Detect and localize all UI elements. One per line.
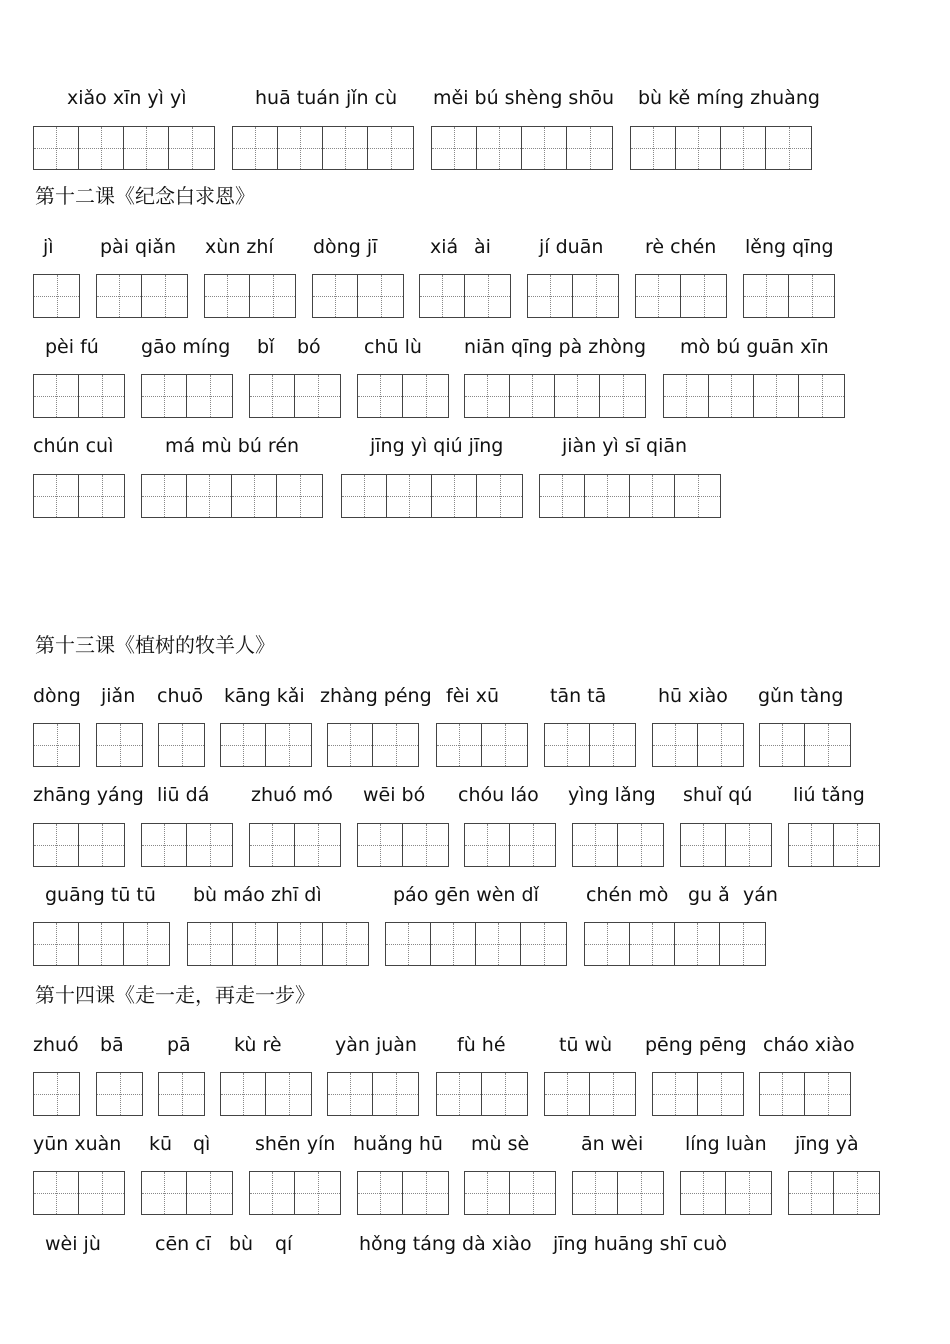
writing-grid[interactable] bbox=[436, 723, 528, 767]
writing-cell[interactable] bbox=[250, 275, 295, 317]
writing-cell[interactable] bbox=[403, 375, 448, 417]
pinyin-word: xiǎo xīn yì yì bbox=[67, 87, 187, 109]
writing-grid[interactable] bbox=[33, 126, 215, 170]
writing-cell[interactable] bbox=[653, 1073, 698, 1115]
writing-grid[interactable] bbox=[141, 823, 233, 867]
writing-cell[interactable] bbox=[698, 724, 743, 766]
writing-grid[interactable] bbox=[680, 1171, 772, 1215]
pinyin-word: bù bbox=[229, 1233, 254, 1255]
writing-cell[interactable] bbox=[437, 724, 482, 766]
writing-cell[interactable] bbox=[540, 475, 585, 517]
writing-cell[interactable] bbox=[510, 375, 555, 417]
pinyin-word: hǒng táng dà xiào bbox=[359, 1233, 532, 1255]
writing-cell[interactable] bbox=[720, 923, 765, 965]
pinyin-word: bù máo zhī dì bbox=[193, 884, 322, 906]
writing-cell[interactable] bbox=[97, 275, 142, 317]
writing-grid[interactable] bbox=[33, 1072, 80, 1116]
writing-cell[interactable] bbox=[250, 1172, 295, 1214]
writing-cell[interactable] bbox=[482, 1073, 527, 1115]
writing-cell[interactable] bbox=[328, 724, 373, 766]
writing-cell[interactable] bbox=[295, 824, 340, 866]
writing-cell[interactable] bbox=[664, 375, 709, 417]
writing-grid[interactable] bbox=[204, 274, 296, 318]
pinyin-word: zhuó bbox=[33, 1034, 79, 1056]
writing-grid[interactable] bbox=[788, 1171, 880, 1215]
writing-cell[interactable] bbox=[681, 275, 726, 317]
writing-cell[interactable] bbox=[630, 923, 675, 965]
writing-cell[interactable] bbox=[420, 275, 465, 317]
writing-grid[interactable] bbox=[464, 823, 556, 867]
writing-grid[interactable] bbox=[249, 823, 341, 867]
writing-grid[interactable] bbox=[431, 126, 613, 170]
pinyin-word: jì bbox=[43, 236, 54, 258]
pinyin-word: bù kě míng zhuàng bbox=[638, 87, 820, 109]
writing-grid[interactable] bbox=[572, 823, 664, 867]
pinyin-word: liū dá bbox=[157, 784, 210, 806]
pinyin-word: shēn yín bbox=[255, 1133, 336, 1155]
pinyin-word: cháo xiào bbox=[763, 1034, 855, 1056]
pinyin-word: wèi jù bbox=[45, 1233, 101, 1255]
writing-cell[interactable] bbox=[522, 127, 567, 169]
pinyin-word: páo gēn wèn dǐ bbox=[393, 884, 539, 906]
lesson-heading: 第十二课《纪念白求恩》 bbox=[35, 184, 255, 208]
writing-grid[interactable] bbox=[249, 1171, 341, 1215]
writing-cell[interactable] bbox=[232, 475, 277, 517]
pinyin-word: tān tā bbox=[550, 685, 607, 707]
writing-grid[interactable] bbox=[759, 723, 851, 767]
writing-cell[interactable] bbox=[233, 923, 278, 965]
pinyin-word: jīng yà bbox=[795, 1133, 859, 1155]
writing-cell[interactable] bbox=[465, 275, 510, 317]
pinyin-word: chén mò bbox=[586, 884, 669, 906]
pinyin-word: jīng yì qiú jīng bbox=[370, 435, 504, 457]
pinyin-word: rè chén bbox=[645, 236, 717, 258]
pinyin-word: pài qiǎn bbox=[100, 236, 177, 258]
writing-cell[interactable] bbox=[465, 1172, 510, 1214]
writing-cell[interactable] bbox=[618, 1172, 663, 1214]
writing-grid[interactable] bbox=[436, 1072, 528, 1116]
pinyin-word: chuō bbox=[157, 685, 204, 707]
pinyin-word: lěng qīng bbox=[745, 236, 834, 258]
writing-cell[interactable] bbox=[590, 1073, 635, 1115]
writing-cell[interactable] bbox=[368, 127, 413, 169]
writing-cell[interactable] bbox=[79, 1172, 124, 1214]
writing-cell[interactable] bbox=[721, 127, 766, 169]
writing-cell[interactable] bbox=[323, 923, 368, 965]
writing-cell[interactable] bbox=[79, 127, 124, 169]
writing-cell[interactable] bbox=[465, 824, 510, 866]
writing-cell[interactable] bbox=[278, 127, 323, 169]
pinyin-word: gu ǎ bbox=[688, 884, 730, 906]
pinyin-word: mù sè bbox=[471, 1133, 530, 1155]
writing-cell[interactable] bbox=[754, 375, 799, 417]
writing-cell[interactable] bbox=[465, 375, 510, 417]
writing-grid[interactable] bbox=[96, 274, 188, 318]
writing-cell[interactable] bbox=[744, 275, 789, 317]
writing-grid[interactable] bbox=[544, 1072, 636, 1116]
writing-cell[interactable] bbox=[432, 475, 477, 517]
writing-grid[interactable] bbox=[33, 1171, 125, 1215]
pinyin-word: dòng bbox=[33, 685, 81, 707]
writing-cell[interactable] bbox=[528, 275, 573, 317]
writing-cell[interactable] bbox=[373, 724, 418, 766]
writing-grid[interactable] bbox=[141, 1171, 233, 1215]
writing-cell[interactable] bbox=[187, 475, 232, 517]
writing-cell[interactable] bbox=[34, 923, 79, 965]
writing-cell[interactable] bbox=[805, 1073, 850, 1115]
pinyin-word: pēng pēng bbox=[645, 1034, 747, 1056]
writing-cell[interactable] bbox=[521, 923, 566, 965]
writing-cell[interactable] bbox=[34, 724, 79, 766]
writing-grid[interactable] bbox=[584, 922, 766, 966]
writing-cell[interactable] bbox=[681, 1172, 726, 1214]
writing-grid[interactable] bbox=[312, 274, 404, 318]
writing-grid[interactable] bbox=[544, 723, 636, 767]
writing-cell[interactable] bbox=[34, 824, 79, 866]
writing-grid[interactable] bbox=[33, 374, 125, 418]
pinyin-word: zhāng yáng bbox=[33, 784, 144, 806]
pinyin-word: chóu láo bbox=[458, 784, 539, 806]
pinyin-word: jiàn yì sī qiān bbox=[562, 435, 688, 457]
writing-grid[interactable] bbox=[33, 922, 170, 966]
writing-cell[interactable] bbox=[250, 375, 295, 417]
writing-grid[interactable] bbox=[385, 922, 567, 966]
writing-cell[interactable] bbox=[187, 824, 232, 866]
writing-cell[interactable] bbox=[709, 375, 754, 417]
writing-grid[interactable] bbox=[158, 1072, 205, 1116]
writing-grid[interactable] bbox=[141, 474, 323, 518]
writing-cell[interactable] bbox=[726, 1172, 771, 1214]
writing-cell[interactable] bbox=[266, 1073, 311, 1115]
writing-cell[interactable] bbox=[342, 475, 387, 517]
writing-cell[interactable] bbox=[675, 923, 720, 965]
writing-cell[interactable] bbox=[34, 1172, 79, 1214]
writing-cell[interactable] bbox=[805, 724, 850, 766]
writing-cell[interactable] bbox=[834, 824, 879, 866]
writing-grid[interactable] bbox=[357, 374, 449, 418]
writing-grid[interactable] bbox=[464, 374, 646, 418]
writing-grid[interactable] bbox=[635, 274, 727, 318]
pinyin-word: qí bbox=[275, 1233, 293, 1255]
writing-grid[interactable] bbox=[357, 823, 449, 867]
writing-grid[interactable] bbox=[630, 126, 812, 170]
pinyin-word: huǎng hū bbox=[353, 1133, 443, 1155]
writing-cell[interactable] bbox=[79, 923, 124, 965]
writing-cell[interactable] bbox=[432, 127, 477, 169]
writing-cell[interactable] bbox=[585, 923, 630, 965]
pinyin-word: pèi fú bbox=[45, 336, 99, 358]
writing-cell[interactable] bbox=[476, 923, 521, 965]
pinyin-word: mò bú guān xīn bbox=[680, 336, 829, 358]
pinyin-word: shuǐ qú bbox=[683, 784, 753, 806]
pinyin-word: dòng jī bbox=[313, 236, 378, 258]
writing-cell[interactable] bbox=[545, 1073, 590, 1115]
pinyin-word: ài bbox=[474, 236, 491, 258]
pinyin-word: gǔn tàng bbox=[758, 685, 844, 707]
writing-grid[interactable] bbox=[187, 922, 369, 966]
writing-cell[interactable] bbox=[79, 475, 124, 517]
writing-cell[interactable] bbox=[159, 1073, 204, 1115]
writing-cell[interactable] bbox=[760, 1073, 805, 1115]
writing-grid[interactable] bbox=[652, 1072, 744, 1116]
writing-cell[interactable] bbox=[573, 275, 618, 317]
writing-grid[interactable] bbox=[158, 723, 205, 767]
writing-grid[interactable] bbox=[96, 1072, 143, 1116]
pinyin-word: ān wèi bbox=[581, 1133, 644, 1155]
writing-grid[interactable] bbox=[341, 474, 523, 518]
writing-cell[interactable] bbox=[789, 1172, 834, 1214]
writing-grid[interactable] bbox=[33, 823, 125, 867]
writing-cell[interactable] bbox=[34, 127, 79, 169]
writing-cell[interactable] bbox=[477, 127, 522, 169]
writing-cell[interactable] bbox=[233, 127, 278, 169]
writing-cell[interactable] bbox=[600, 375, 645, 417]
writing-cell[interactable] bbox=[567, 127, 612, 169]
writing-grid[interactable] bbox=[220, 723, 312, 767]
pinyin-word: xiá bbox=[430, 236, 459, 258]
writing-cell[interactable] bbox=[221, 724, 266, 766]
pinyin-word: yán bbox=[743, 884, 778, 906]
writing-grid[interactable] bbox=[464, 1171, 556, 1215]
writing-cell[interactable] bbox=[295, 1172, 340, 1214]
pinyin-word: hū xiào bbox=[658, 685, 728, 707]
writing-cell[interactable] bbox=[555, 375, 600, 417]
writing-grid[interactable] bbox=[33, 274, 80, 318]
pinyin-word: tū wù bbox=[559, 1034, 613, 1056]
writing-grid[interactable] bbox=[759, 1072, 851, 1116]
writing-cell[interactable] bbox=[358, 824, 403, 866]
writing-cell[interactable] bbox=[403, 1172, 448, 1214]
pinyin-word: yūn xuàn bbox=[33, 1133, 122, 1155]
writing-grid[interactable] bbox=[357, 1171, 449, 1215]
writing-cell[interactable] bbox=[477, 475, 522, 517]
writing-grid[interactable] bbox=[572, 1171, 664, 1215]
pinyin-word: xùn zhí bbox=[205, 236, 274, 258]
writing-cell[interactable] bbox=[124, 923, 169, 965]
writing-grid[interactable] bbox=[663, 374, 845, 418]
pinyin-word: chún cuì bbox=[33, 435, 114, 457]
pinyin-word: gāo míng bbox=[141, 336, 231, 358]
pinyin-word: zhàng péng bbox=[320, 685, 432, 707]
writing-cell[interactable] bbox=[124, 127, 169, 169]
writing-grid[interactable] bbox=[680, 823, 772, 867]
writing-grid[interactable] bbox=[220, 1072, 312, 1116]
writing-cell[interactable] bbox=[726, 824, 771, 866]
writing-grid[interactable] bbox=[96, 723, 143, 767]
writing-cell[interactable] bbox=[653, 724, 698, 766]
writing-cell[interactable] bbox=[313, 275, 358, 317]
pinyin-word: cēn cī bbox=[155, 1233, 211, 1255]
writing-cell[interactable] bbox=[328, 1073, 373, 1115]
writing-cell[interactable] bbox=[187, 375, 232, 417]
pinyin-word: bā bbox=[100, 1034, 124, 1056]
writing-cell[interactable] bbox=[573, 1172, 618, 1214]
pinyin-word: yàn juàn bbox=[335, 1034, 417, 1056]
pinyin-word: jiǎn bbox=[101, 685, 136, 707]
pinyin-word: niān qīng pà zhòng bbox=[464, 336, 647, 358]
writing-cell[interactable] bbox=[482, 724, 527, 766]
pinyin-word: pā bbox=[167, 1034, 191, 1056]
pinyin-word: kāng kǎi bbox=[224, 685, 305, 707]
writing-cell[interactable] bbox=[675, 475, 720, 517]
writing-grid[interactable] bbox=[327, 1072, 419, 1116]
writing-cell[interactable] bbox=[766, 127, 811, 169]
writing-cell[interactable] bbox=[295, 375, 340, 417]
writing-grid[interactable] bbox=[419, 274, 511, 318]
pinyin-word: guāng tū tū bbox=[45, 884, 156, 906]
writing-cell[interactable] bbox=[159, 724, 204, 766]
writing-grid[interactable] bbox=[652, 723, 744, 767]
writing-cell[interactable] bbox=[250, 824, 295, 866]
writing-cell[interactable] bbox=[323, 127, 368, 169]
pinyin-word: zhuó mó bbox=[251, 784, 333, 806]
pinyin-word: chū lù bbox=[364, 336, 422, 358]
writing-cell[interactable] bbox=[142, 475, 187, 517]
pinyin-word: jīng huāng shī cuò bbox=[553, 1233, 727, 1255]
writing-cell[interactable] bbox=[387, 475, 432, 517]
writing-grid[interactable] bbox=[232, 126, 414, 170]
writing-cell[interactable] bbox=[97, 1073, 142, 1115]
writing-cell[interactable] bbox=[698, 1073, 743, 1115]
writing-cell[interactable] bbox=[631, 127, 676, 169]
writing-grid[interactable] bbox=[33, 723, 80, 767]
writing-cell[interactable] bbox=[636, 275, 681, 317]
writing-cell[interactable] bbox=[590, 724, 635, 766]
writing-cell[interactable] bbox=[789, 275, 834, 317]
writing-cell[interactable] bbox=[618, 824, 663, 866]
pinyin-word: má mù bú rén bbox=[165, 435, 300, 457]
writing-cell[interactable] bbox=[358, 275, 403, 317]
writing-cell[interactable] bbox=[358, 375, 403, 417]
writing-cell[interactable] bbox=[187, 1172, 232, 1214]
pinyin-word: wēi bó bbox=[363, 784, 426, 806]
writing-cell[interactable] bbox=[373, 1073, 418, 1115]
lesson-heading: 第十四课《走一走，再走一步》 bbox=[35, 983, 315, 1007]
writing-cell[interactable] bbox=[34, 475, 79, 517]
pinyin-word: yìng lǎng bbox=[568, 784, 656, 806]
pinyin-word: fèi xū bbox=[446, 685, 499, 707]
writing-cell[interactable] bbox=[573, 824, 618, 866]
writing-cell[interactable] bbox=[142, 1172, 187, 1214]
pinyin-word: měi bú shèng shōu bbox=[433, 87, 615, 109]
writing-grid[interactable] bbox=[743, 274, 835, 318]
writing-cell[interactable] bbox=[386, 923, 431, 965]
writing-cell[interactable] bbox=[79, 824, 124, 866]
writing-cell[interactable] bbox=[403, 824, 448, 866]
writing-grid[interactable] bbox=[788, 823, 880, 867]
writing-grid[interactable] bbox=[539, 474, 721, 518]
pinyin-word: bó bbox=[297, 336, 321, 358]
writing-cell[interactable] bbox=[789, 824, 834, 866]
writing-cell[interactable] bbox=[681, 824, 726, 866]
writing-grid[interactable] bbox=[527, 274, 619, 318]
writing-cell[interactable] bbox=[799, 375, 844, 417]
writing-cell[interactable] bbox=[510, 824, 555, 866]
writing-cell[interactable] bbox=[34, 1073, 79, 1115]
writing-grid[interactable] bbox=[33, 474, 125, 518]
writing-cell[interactable] bbox=[221, 1073, 266, 1115]
writing-cell[interactable] bbox=[142, 824, 187, 866]
writing-grid[interactable] bbox=[249, 374, 341, 418]
pinyin-word: bǐ bbox=[257, 336, 275, 358]
writing-cell[interactable] bbox=[142, 375, 187, 417]
writing-cell[interactable] bbox=[169, 127, 214, 169]
lesson-heading: 第十三课《植树的牧羊人》 bbox=[35, 633, 275, 657]
writing-cell[interactable] bbox=[205, 275, 250, 317]
writing-cell[interactable] bbox=[358, 1172, 403, 1214]
writing-cell[interactable] bbox=[676, 127, 721, 169]
pinyin-word: qì bbox=[193, 1133, 211, 1155]
writing-cell[interactable] bbox=[277, 475, 322, 517]
pinyin-word: huā tuán jǐn cù bbox=[255, 87, 398, 109]
writing-cell[interactable] bbox=[97, 724, 142, 766]
pinyin-word: líng luàn bbox=[685, 1133, 767, 1155]
writing-cell[interactable] bbox=[437, 1073, 482, 1115]
writing-cell[interactable] bbox=[760, 724, 805, 766]
writing-cell[interactable] bbox=[431, 923, 476, 965]
pinyin-word: fù hé bbox=[457, 1034, 506, 1056]
writing-cell[interactable] bbox=[34, 275, 79, 317]
writing-cell[interactable] bbox=[834, 1172, 879, 1214]
writing-cell[interactable] bbox=[630, 475, 675, 517]
writing-cell[interactable] bbox=[510, 1172, 555, 1214]
writing-grid[interactable] bbox=[327, 723, 419, 767]
pinyin-word: jí duān bbox=[539, 236, 604, 258]
writing-cell[interactable] bbox=[545, 724, 590, 766]
writing-cell[interactable] bbox=[79, 375, 124, 417]
writing-cell[interactable] bbox=[266, 724, 311, 766]
writing-cell[interactable] bbox=[142, 275, 187, 317]
writing-cell[interactable] bbox=[188, 923, 233, 965]
pinyin-word: kù rè bbox=[234, 1034, 282, 1056]
writing-grid[interactable] bbox=[141, 374, 233, 418]
writing-cell[interactable] bbox=[34, 375, 79, 417]
pinyin-word: liú tǎng bbox=[793, 784, 865, 806]
pinyin-word: kū bbox=[149, 1133, 173, 1155]
writing-cell[interactable] bbox=[585, 475, 630, 517]
writing-cell[interactable] bbox=[278, 923, 323, 965]
